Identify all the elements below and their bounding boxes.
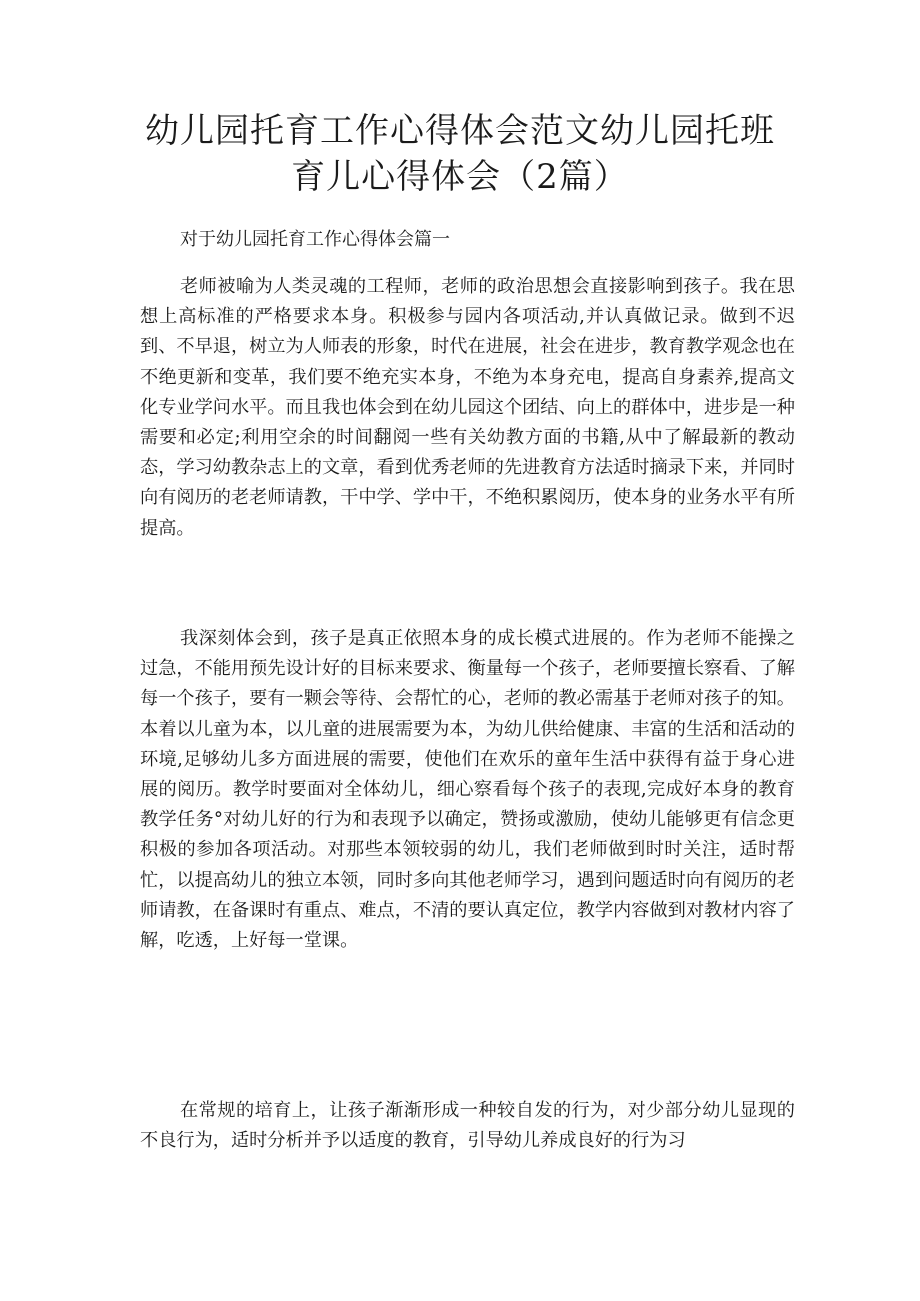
section-heading: 对于幼儿园托育工作心得体会篇一 bbox=[180, 229, 450, 250]
paragraph: 在常规的培育上，让孩子渐渐形成一种较自发的行为，对少部分幼儿显现的不良行为，适时分析并予以适度的教育，引导幼儿养成良好的行为习 bbox=[140, 1100, 795, 1152]
document-title: 幼儿园托育工作心得体会范文幼儿园托班育儿心得体会（2篇） bbox=[145, 111, 775, 197]
paragraph: 我深刻体会到，孩子是真正依照本身的成长模式进展的。作为老师不能操之过急，不能用预先设计好的目标来要求、衡量每一个孩子，老师要擅长察看、了解每一个孩子，要有一颗会等待、会帮忙的心，老师的教必需基于老师对孩子的知。本着以儿童为本，以儿童的进展需要为本，为幼儿供给健康、丰富的生活和活动的环境,足够幼儿多方面进展的需要，使他们在欢乐的童年生活中获得有益于身心进展的阅历。教学时要面对全体幼儿，细心察看每个孩子的表现,完成好本身的教育教学任务°对幼儿好的行为和表现予以确定，赞扬或激励，使幼儿能够更有信念更积极的参加各项活动。对那些本领较弱的幼儿，我们老师做到时时关注，适时帮忙，以提高幼儿的独立本领，同时多向其他老师学习，遇到问题适时向有阅历的老师请教，在备课时有重点、难点，不清的要认真定位，教学内容做到对教材内容了解，吃透，上好每一堂课。 bbox=[140, 628, 795, 952]
paragraph: 老师被喻为人类灵魂的工程师，老师的政治思想会直接影响到孩子。我在思想上高标准的严格要求本身。积极参与园内各项活动,并认真做记录。做到不迟到、不早退，树立为人师表的形象，时代在进展，社会在进步，教育教学观念也在不绝更新和变革，我们要不绝充实本身，不绝为本身充电，提高自身素养,提高文化专业学问水平。而且我也体会到在幼儿园这个团结、向上的群体中，进步是一种需要和必定;利用空余的时间翻阅一些有关幼教方面的书籍,从中了解最新的教动态，学习幼教杂志上的文章，看到优秀老师的先进教育方法适时摘录下来，并同时向有阅历的老老师请教，干中学、学中干，不绝积累阅历，使本身的业务水平有所提高。 bbox=[140, 276, 795, 539]
